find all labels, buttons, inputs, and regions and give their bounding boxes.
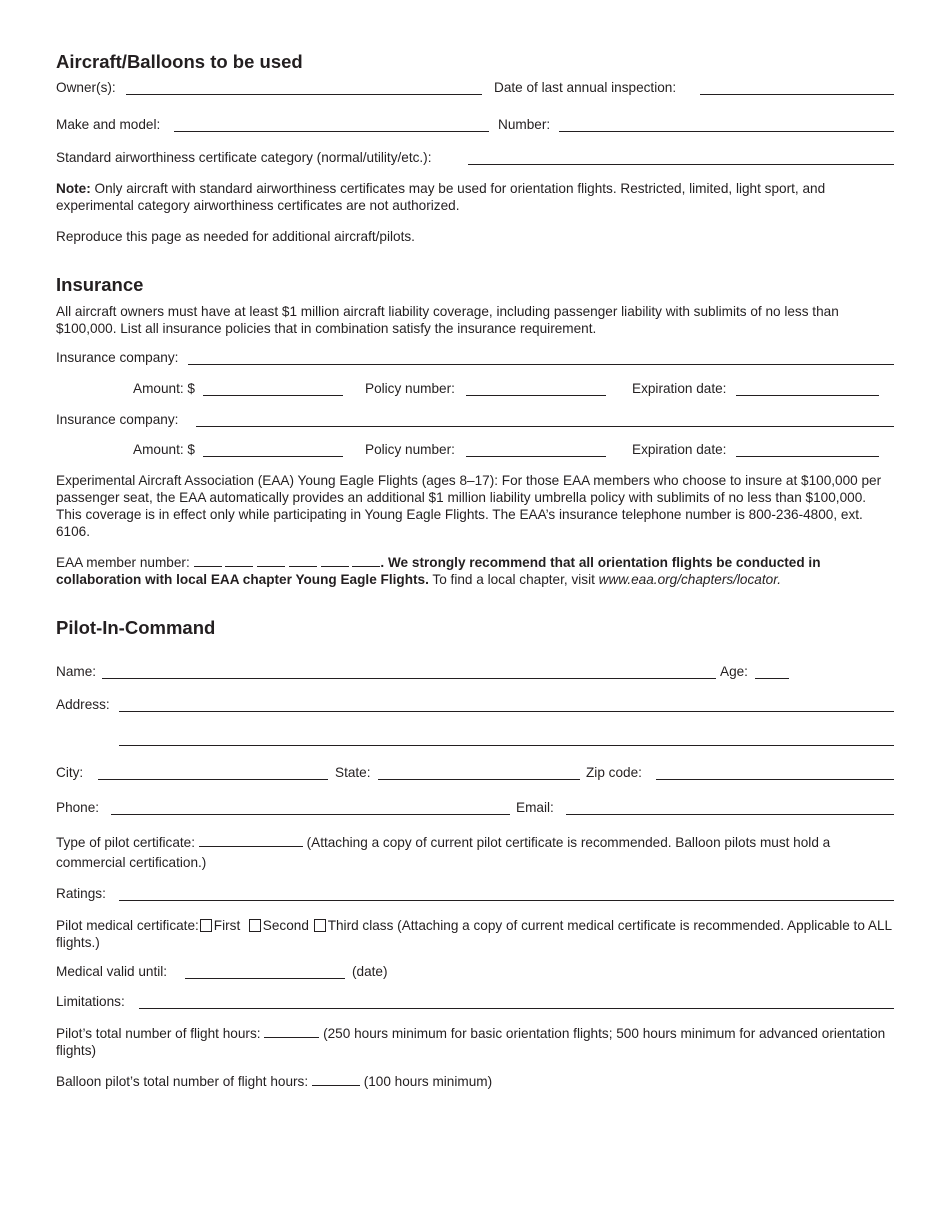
state-field[interactable] [378, 779, 580, 780]
certificate-note: (Attaching a copy of current pilot certificate is recommended. Balloon pilots must hold a commercial certification.) [56, 835, 831, 870]
state-label: State: [335, 765, 371, 780]
make-model-label: Make and model: [56, 117, 161, 132]
medical-valid-field[interactable] [185, 978, 345, 979]
reproduce-text: Reproduce this page as needed for additional aircraft/pilots. [56, 229, 415, 244]
certificate-label: Type of pilot certificate: [56, 835, 196, 850]
name-label: Name: [56, 664, 97, 679]
first-class-checkbox[interactable] [200, 919, 212, 932]
insurance-intro: All aircraft owners must have at least $1 million aircraft liability coverage, including passenger liability with sublimits of no less than $100,000. List all insurance policies that in combination satisfy the insurance requirement. [56, 304, 839, 336]
inspection-date-field[interactable] [700, 94, 894, 95]
insurance-heading: Insurance [56, 274, 144, 295]
form-page [56, 0, 894, 1230]
eaa-recommendation: . We strongly recommend that all orientation flights be conducted in collaboration with local EAA chapter Young Eagle Flights. [56, 555, 821, 587]
expiration-label-2: Expiration date: [632, 442, 727, 457]
inspection-label: Date of last annual inspection: [494, 80, 677, 95]
third-class-checkbox[interactable] [314, 919, 326, 932]
eaa-member-label: EAA member number: [56, 555, 190, 570]
email-field[interactable] [566, 814, 894, 815]
address-label: Address: [56, 697, 110, 712]
limitations-field[interactable] [139, 1008, 894, 1009]
flight-hours-field[interactable] [264, 1037, 319, 1038]
eaa-member-blank-3[interactable] [257, 566, 285, 567]
pic-heading: Pilot-In-Command [56, 617, 216, 638]
eaa-paragraph: Experimental Aircraft Association (EAA) Young Eagle Flights (ages 8–17): For those EAA members who choose to insure at $100,000 per passenger seat, the EAA automatically provides an additional $1 million liability umbrella policy with sublimits of no less than $100,000. This coverage is in effect only while participating in Young Eagle Flights. The EAA’s insurance telephone number is 800-236-4800, ext. 6106. [56, 473, 882, 539]
make-model-field[interactable] [174, 131, 489, 132]
age-label: Age: [720, 664, 748, 679]
owners-label: Owner(s): [56, 80, 116, 95]
second-class-label: Second [262, 918, 309, 933]
zip-field[interactable] [656, 779, 894, 780]
email-label: Email: [516, 800, 554, 815]
policy-label-2: Policy number: [365, 442, 455, 457]
address-field-2[interactable] [119, 745, 894, 746]
flight-hours-note: (250 hours minimum for basic orientation flights; 500 hours minimum for advanced orientation flights) [56, 1026, 886, 1058]
amount-label-2: Amount: $ [133, 442, 195, 457]
balloon-hours-field[interactable] [312, 1085, 360, 1086]
balloon-hours-label: Balloon pilot’s total number of flight hours: [56, 1074, 309, 1089]
phone-label: Phone: [56, 800, 100, 815]
expiration-label-1: Expiration date: [632, 381, 727, 396]
eaa-member-blank-4[interactable] [289, 566, 317, 567]
second-class-checkbox[interactable] [249, 919, 261, 932]
airworthiness-field[interactable] [468, 164, 894, 165]
balloon-hours-paragraph [56, 1073, 894, 1090]
ratings-field[interactable] [119, 900, 894, 901]
flight-hours-paragraph [56, 1025, 894, 1059]
zip-label: Zip code: [586, 765, 642, 780]
note-paragraph [56, 180, 894, 214]
insurance-company-field-1[interactable] [188, 364, 894, 365]
eaa-member-blank-2[interactable] [225, 566, 253, 567]
note-text: Only aircraft with standard airworthiness certificates may be used for orientation flights. Restricted, limited, light sport, and experimental category airworthiness certificates are not authorized. [56, 181, 826, 213]
aircraft-number-field[interactable] [559, 131, 894, 132]
airworthiness-label: Standard airworthiness certificate category (normal/utility/etc.): [56, 150, 432, 165]
insurance-company-label-1: Insurance company: [56, 350, 179, 365]
city-field[interactable] [98, 779, 328, 780]
address-field-1[interactable] [119, 711, 894, 712]
medical-valid-suffix: (date) [352, 964, 388, 979]
amount-field-2[interactable] [203, 456, 343, 457]
pilot-certificate-paragraph [56, 833, 894, 873]
limitations-label: Limitations: [56, 994, 125, 1009]
phone-field[interactable] [111, 814, 510, 815]
owners-field[interactable] [126, 94, 482, 95]
amount-field-1[interactable] [203, 395, 343, 396]
expiration-field-1[interactable] [736, 395, 879, 396]
eaa-member-blank-5[interactable] [321, 566, 349, 567]
medical-label: Pilot medical certificate: [56, 918, 199, 933]
amount-label-1: Amount: $ [133, 381, 195, 396]
eaa-find-chapter: To find a local chapter, visit [428, 572, 599, 587]
name-field[interactable] [102, 678, 716, 679]
policy-field-1[interactable] [466, 395, 606, 396]
number-label: Number: [498, 117, 551, 132]
balloon-hours-note: (100 hours minimum) [363, 1074, 493, 1089]
policy-label-1: Policy number: [365, 381, 455, 396]
policy-field-2[interactable] [466, 456, 606, 457]
insurance-company-label-2: Insurance company: [56, 412, 179, 427]
flight-hours-label: Pilot’s total number of flight hours: [56, 1026, 261, 1041]
medical-valid-label: Medical valid until: [56, 964, 168, 979]
eaa-member-paragraph [56, 554, 894, 588]
age-field[interactable] [755, 678, 789, 679]
eaa-member-blank-1[interactable] [194, 566, 222, 567]
eaa-member-blank-6[interactable] [352, 566, 380, 567]
third-class-label: Third class (Attaching a copy of current medical certificate is recommended. Applicable to ALL flights.) [56, 918, 892, 950]
first-class-label: First [213, 918, 241, 933]
city-label: City: [56, 765, 84, 780]
certificate-type-field[interactable] [199, 846, 303, 847]
medical-certificate-paragraph [56, 917, 894, 951]
ratings-label: Ratings: [56, 886, 106, 901]
expiration-field-2[interactable] [736, 456, 879, 457]
note-label: Note: [56, 181, 91, 196]
insurance-company-field-2[interactable] [196, 426, 894, 427]
aircraft-heading: Aircraft/Balloons to be used [56, 51, 303, 72]
eaa-chapter-url[interactable]: www.eaa.org/chapters/locator. [598, 572, 781, 587]
